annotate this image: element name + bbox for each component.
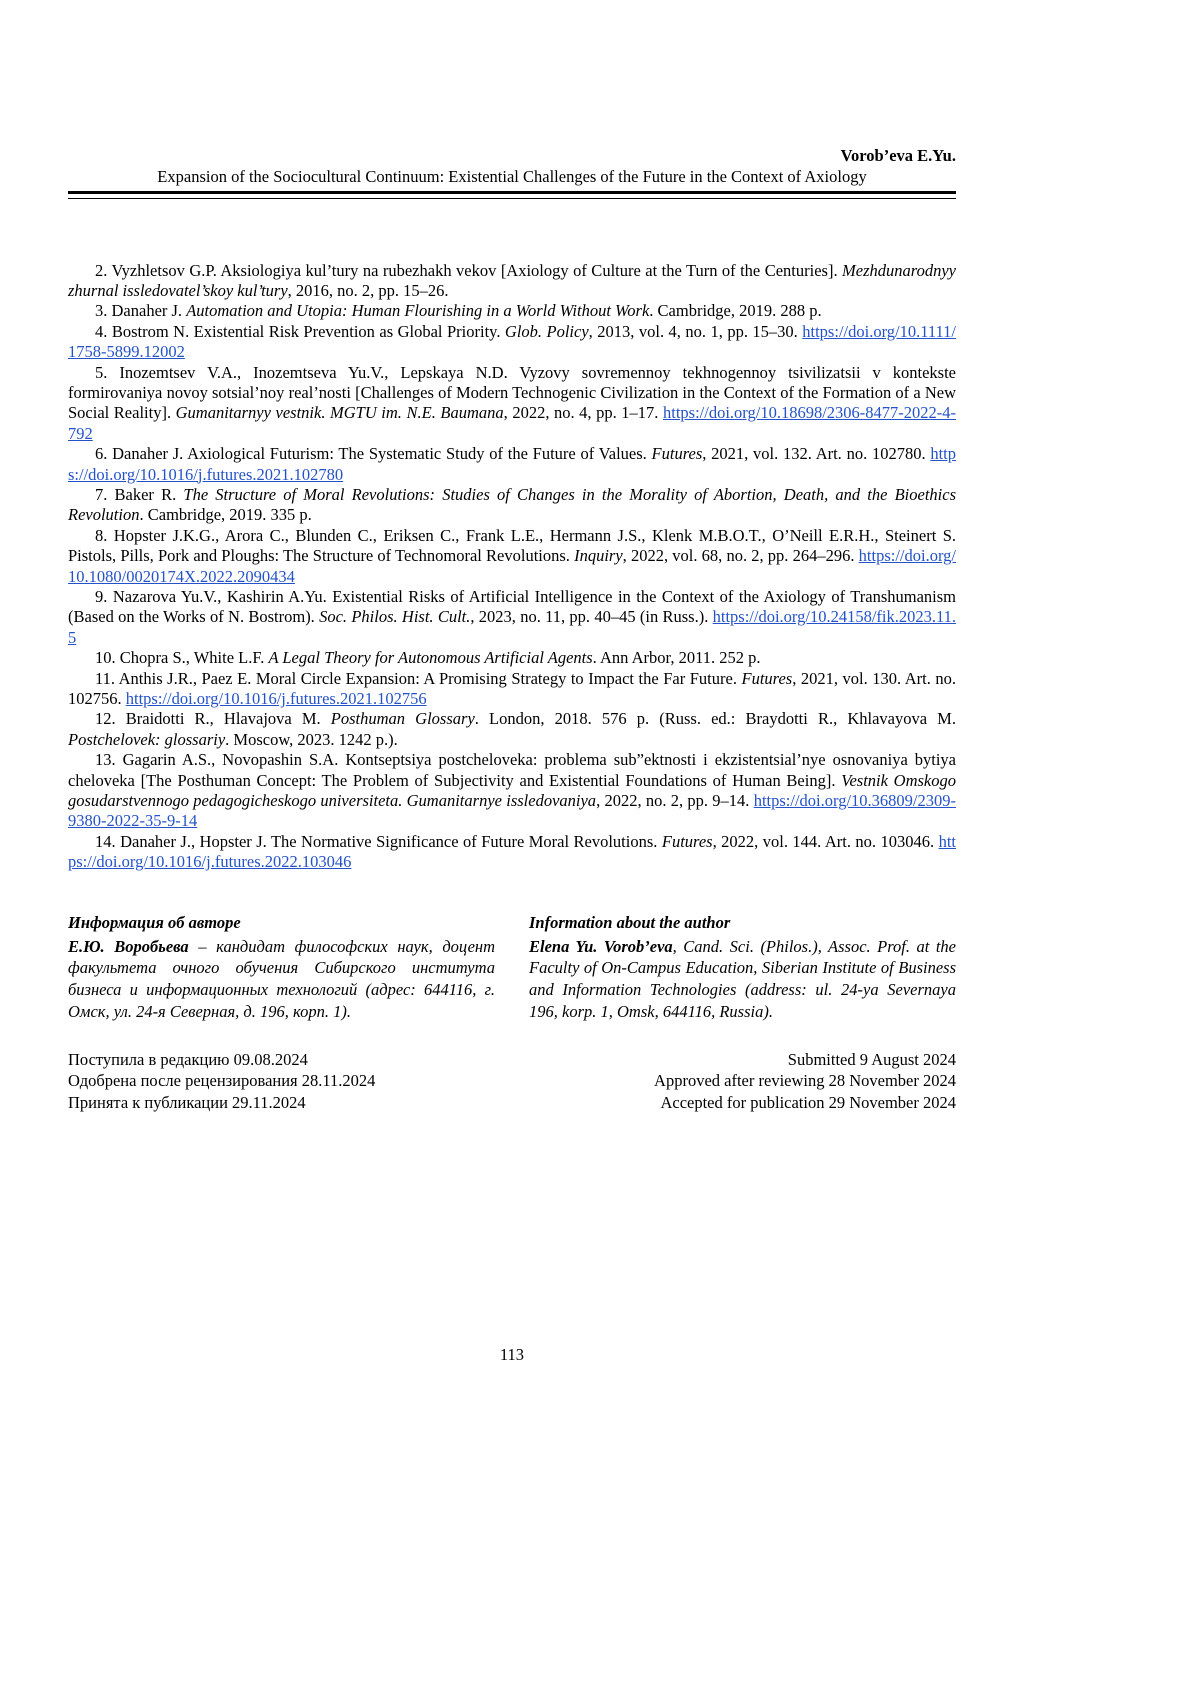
content-area [68, 0, 956, 1113]
author-info-ru [68, 913, 495, 1023]
reference-text: , 2022, vol. 144. Art. no. 103046. [712, 831, 939, 851]
reference-italic-text: Glob. Policy [504, 321, 589, 341]
reference-text: 13. Gagarin A.S., Novopashin S.A. Kontseptsiya postcheloveka: problema sub”ektnosti i ekzistentsial’nye osnovaniya bytiya cheloveka [The Posthuman Concept: The Problem of Subjectivity and Existential Foundations of Human Being]. [68, 750, 956, 790]
author-name-en: Elena Yu. Vorob’eva [529, 936, 673, 956]
dates-en [529, 1049, 956, 1113]
reference-item [68, 648, 956, 668]
reference-text: 14. Danaher J., Hopster J. The Normative Significance of Future Moral Revolutions. [95, 831, 662, 851]
dates-section [68, 1049, 956, 1113]
reference-italic-text: Inquiry [574, 546, 623, 566]
reference-text: 5. Inozemtsev V.A., Inozemtseva Yu.V., Lepskaya N.D. Vyzovy sovremennoy tekhnogennoy tsivilizatsii v kontekste formirovaniya novoy sotsial’noy real’nosti [Challenges of Modern Technogenic Civilization in the Context of the Formation of a New Social Reality]. [68, 362, 956, 423]
reference-text: 9. Nazarova Yu.V., Kashirin A.Yu. Existential Risks of Artificial Intelligence in the Context of the Axiology of Transhumanism (Based on the Works of N. Bostrom). [68, 587, 956, 627]
doi-link[interactable]: https://doi.org/10.24158/fik.2023.11.5 [68, 607, 957, 647]
author-bio-ru: – кандидат философских наук, доцент факультета очного обучения Сибирского института бизнеса и информационных технологий (адрес: 644116, г. Омск, ул. 24-я Северная, д. 196, корп. 1). [68, 936, 496, 1022]
reference-item [68, 750, 956, 832]
reference-text: . Moscow, 2023. 1242 p.). [225, 729, 398, 749]
reference-text: 6. Danaher J. Axiological Futurism: The Systematic Study of the Future of Values. [95, 444, 652, 464]
reference-text: 3. Danaher J. [95, 301, 187, 321]
author-info-ru-heading: Информация об авторе [68, 912, 241, 932]
author-info-section [68, 913, 956, 1023]
reference-italic-text: Posthuman Glossary [330, 709, 475, 729]
page-number: 113 [499, 1345, 525, 1364]
running-head-title: Expansion of the Sociocultural Continuum: Existential Challenges of the Future in the Context of Axiology [157, 167, 867, 186]
reference-item [68, 709, 956, 750]
doi-link[interactable]: https://doi.org/10.1016/j.futures.2022.103046 [68, 831, 956, 872]
reference-text: . Cambridge, 2019. 335 p. [139, 505, 312, 525]
reference-text: , 2013, vol. 4, no. 1, pp. 15–30. [588, 321, 803, 341]
reference-text: , 2021, vol. 130. Art. no. 102756. [68, 668, 956, 709]
reference-italic-text: Automation and Utopia: Human Flourishing in a World Without Work [186, 301, 650, 321]
reference-text: 4. Bostrom N. Existential Risk Prevention as Global Priority. [95, 321, 505, 341]
reference-italic-text: Vestnik Omskogo gosudarstvennogo pedagogicheskogo universiteta. Gumanitarnye issledovaniya [68, 770, 956, 811]
reference-text: 11. Anthis J.R., Paez E. Moral Circle Expansion: A Promising Strategy to Impact the Far Future. [95, 668, 742, 688]
date-accepted-ru: Принята к публикации 29.11.2024 [68, 1092, 306, 1112]
reference-italic-text: The Structure of Moral Revolutions: Studies of Changes in the Morality of Abortion, Death, and the Bioethics Revolution [68, 484, 957, 525]
author-info-ru-text [68, 936, 495, 1023]
reference-text: , 2023, no. 11, pp. 40–45 (in Russ.). [470, 607, 713, 627]
date-received-ru: Поступила в редакцию 09.08.2024 [68, 1049, 308, 1069]
author-info-en-heading: Information about the author [529, 912, 731, 932]
reference-text: . Cambridge, 2019. 288 p. [649, 301, 822, 321]
reference-text: 2. Vyzhletsov G.P. Aksiologiya kul’tury na rubezhakh vekov [Axiology of Culture at the Turn of the Centuries]. [95, 260, 843, 280]
reference-text: , 2016, no. 2, pp. 15–26. [287, 280, 449, 300]
date-approved-en: Approved after reviewing 28 November 2024 [654, 1071, 956, 1091]
reference-text: , 2022, no. 2, pp. 9–14. [596, 791, 754, 811]
reference-item [68, 322, 956, 363]
doi-link[interactable]: https://doi.org/10.1080/0020174X.2022.2090434 [68, 546, 956, 586]
doi-link[interactable]: https://doi.org/10.1111/1758-5899.12002 [68, 321, 956, 362]
dates-ru [68, 1049, 495, 1113]
date-accepted-en: Accepted for publication 29 November 2024 [660, 1092, 956, 1112]
reference-italic-text: Soc. Philos. Hist. Cult. [319, 607, 471, 627]
reference-item [68, 444, 956, 485]
reference-text: 7. Baker R. [95, 484, 184, 504]
reference-item [68, 261, 956, 302]
reference-italic-text: Futures [661, 831, 713, 851]
author-info-en-text [529, 936, 956, 1023]
reference-item [68, 363, 956, 445]
doi-link[interactable]: https://doi.org/10.1016/j.futures.2021.102756 [125, 689, 427, 709]
reference-text: 12. Braidotti R., Hlavajova M. [95, 709, 331, 729]
doi-link[interactable]: https://doi.org/10.18698/2306-8477-2022-4-792 [68, 403, 957, 443]
reference-italic-text: Mezhdunarodnyy zhurnal issledovatel’skoy kul’tury [68, 260, 956, 300]
reference-item [68, 669, 956, 710]
double-rule-divider [68, 191, 956, 199]
reference-item [68, 485, 956, 526]
author-bio-en: , Cand. Sci. (Philos.), Assoc. Prof. at the Faculty of On-Campus Education, Siberian Institute of Business and Information Technologies (address: ul. 24-ya Severnaya 196, korp. 1, Omsk, 644116, Russia). [529, 936, 957, 1022]
reference-italic-text: A Legal Theory for Autonomous Artificial Agents [268, 648, 593, 668]
reference-italic-text: Futures [651, 444, 703, 464]
author-info-en [529, 913, 956, 1023]
reference-item [68, 587, 956, 648]
author-name-ru: Е.Ю. Воробьева [68, 936, 189, 956]
reference-item [68, 832, 956, 873]
reference-italic-text: Postchelovek: glossariy [68, 729, 226, 749]
references-list [68, 261, 956, 873]
running-head-author: Vorob’eva E.Yu. [840, 146, 956, 165]
reference-italic-text: Futures [741, 668, 793, 688]
reference-text: . London, 2018. 576 p. (Russ. ed.: Braydotti R., Khlavayova M. [474, 709, 956, 729]
date-approved-ru: Одобрена после рецензирования 28.11.2024 [68, 1071, 376, 1091]
reference-item [68, 526, 956, 587]
date-received-en: Submitted 9 August 2024 [787, 1049, 956, 1069]
reference-text: , 2021, vol. 132. Art. no. 102780. [702, 444, 931, 464]
reference-text: , 2022, no. 4, pp. 1–17. [503, 403, 663, 423]
reference-text: , 2022, vol. 68, no. 2, pp. 264–296. [622, 546, 859, 566]
doi-link[interactable]: https://doi.org/10.36809/2309-9380-2022-35-9-14 [68, 791, 957, 831]
reference-text: 10. Chopra S., White L.F. [95, 648, 269, 668]
doi-link[interactable]: https://doi.org/10.1016/j.futures.2021.102780 [68, 444, 956, 484]
reference-italic-text: Gumanitarnyy vestnik. MGTU im. N.E. Baumana [175, 403, 504, 423]
reference-text: . Ann Arbor, 2011. 252 p. [592, 648, 761, 668]
reference-text: 8. Hopster J.K.G., Arora C., Blunden C., Eriksen C., Frank L.E., Hermann J.S., Klenk M.B.O.T., O’Neill E.R.H., Steinert S. Pistols, Pills, Pork and Ploughs: The Structure of Technomoral Revolutions. [68, 525, 956, 566]
reference-item [68, 301, 956, 321]
running-head [68, 145, 956, 199]
